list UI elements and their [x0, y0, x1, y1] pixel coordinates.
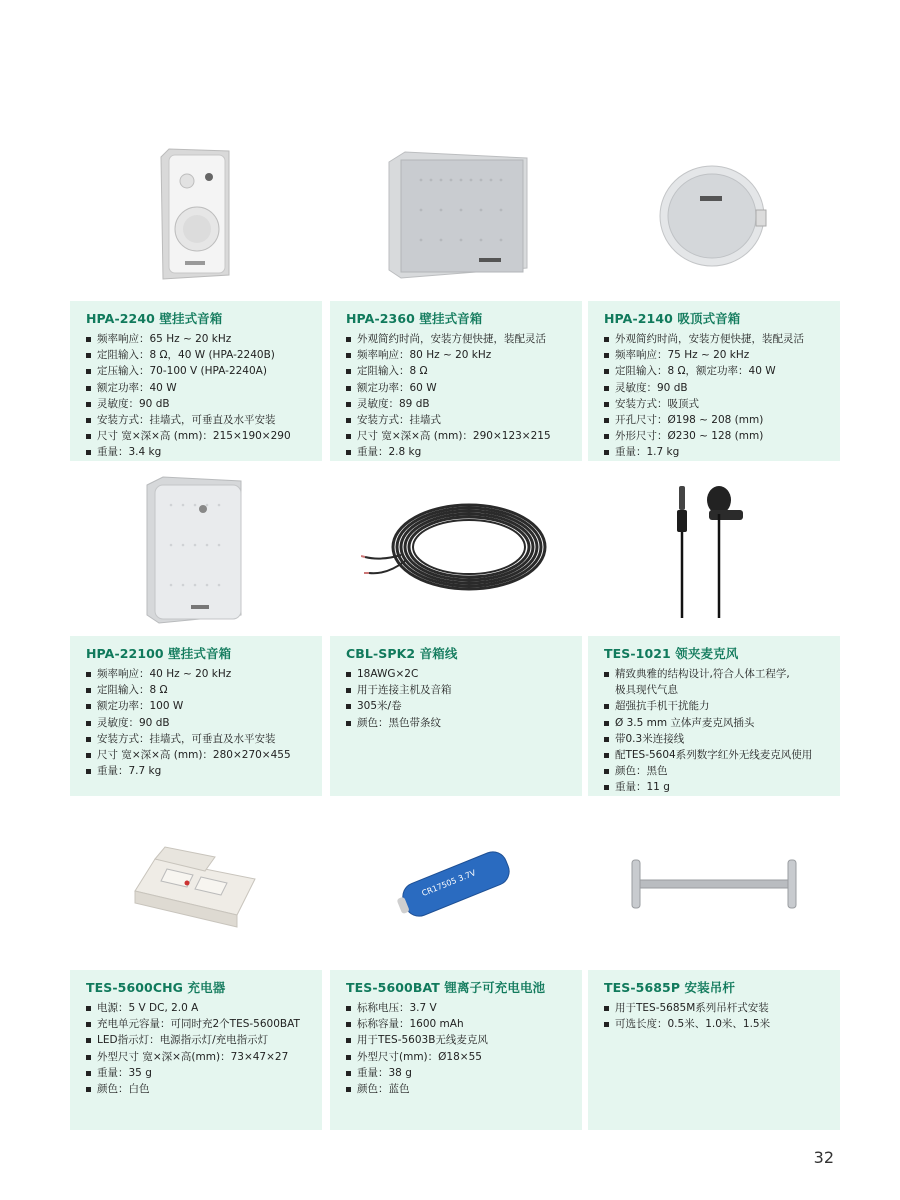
- spec-item: 用于TES-5685M系列吊杆式安装: [604, 1000, 832, 1016]
- spec-list: [346, 331, 574, 461]
- spec-item: 外型尺寸(mm)：Ø18×55: [346, 1049, 574, 1065]
- spec-item: 定阻输入：8 Ω，额定功率：40 W: [604, 363, 832, 379]
- spec-item: 开孔尺寸：Ø198 ~ 208 (mm): [604, 412, 832, 428]
- box-speaker-icon: [381, 150, 531, 280]
- spec-item: 尺寸 宽×深×高 (mm)：290×123×215: [346, 428, 574, 444]
- spec-item: 重量：1.7 kg: [604, 444, 832, 460]
- spec-item: 充电单元容量：可同时充2个TES-5600BAT: [86, 1016, 314, 1032]
- product-title: TES-1021 领夹麦克风: [604, 646, 739, 661]
- spec-item: 重量：35 g: [86, 1065, 314, 1081]
- product-title: TES-5685P 安装吊杆: [604, 980, 735, 995]
- spec-item: 定阻输入：8 Ω: [346, 363, 574, 379]
- spec-item: 重量：2.8 kg: [346, 444, 574, 460]
- spec-item: 用于连接主机及音箱: [346, 682, 574, 698]
- spec-item: 频率响应：65 Hz ~ 20 kHz: [86, 331, 314, 347]
- spec-item: 外型尺寸 宽×深×高(mm)：73×47×27: [86, 1049, 314, 1065]
- product-photo: [330, 470, 582, 630]
- spec-item: 定压输入：70-100 V (HPA-2240A): [86, 363, 314, 379]
- product-title: HPA-2140 吸顶式音箱: [604, 311, 741, 326]
- spec-item: 外观简约时尚，安装方便快捷，装配灵活: [604, 331, 832, 347]
- spec-list: [346, 1000, 574, 1097]
- spec-list: [346, 666, 574, 731]
- spec-item: LED指示灯：电源指示灯/充电指示灯: [86, 1032, 314, 1048]
- wall-speaker-icon: [151, 145, 241, 285]
- spec-item: 重量：38 g: [346, 1065, 574, 1081]
- spec-item: 频率响应：40 Hz ~ 20 kHz: [86, 666, 314, 682]
- spec-item: 超强抗手机干扰能力: [604, 698, 832, 714]
- spec-item: 安装方式：挂墙式，可垂直及水平安装: [86, 731, 314, 747]
- spec-panel: [330, 636, 582, 796]
- spec-item: 频率响应：80 Hz ~ 20 kHz: [346, 347, 574, 363]
- spec-item: 重量：11 g: [604, 779, 832, 795]
- spec-list: [86, 331, 314, 461]
- spec-item: 灵敏度：90 dB: [604, 380, 832, 396]
- large-wall-speaker-icon: [141, 475, 251, 625]
- product-title: CBL-SPK2 音箱线: [346, 646, 458, 661]
- mounting-rod-icon: [624, 854, 804, 914]
- spec-item: 精致典雅的结构设计,符合人体工程学,: [604, 666, 832, 682]
- product-title: HPA-2240 壁挂式音箱: [86, 311, 223, 326]
- product-photo: [588, 135, 840, 295]
- product-photo: [330, 804, 582, 964]
- ceiling-speaker-icon: [654, 160, 774, 270]
- spec-panel: [330, 970, 582, 1130]
- page-number: 32: [813, 1148, 834, 1167]
- spec-item: 用于TES-5603B无线麦克风: [346, 1032, 574, 1048]
- product-photo: [588, 804, 840, 964]
- spec-item: 额定功率：60 W: [346, 380, 574, 396]
- spec-item: 重量：7.7 kg: [86, 763, 314, 779]
- battery-icon: [391, 839, 521, 929]
- spec-item: 额定功率：100 W: [86, 698, 314, 714]
- spec-panel: [588, 301, 840, 461]
- spec-item: 颜色：黑色带条纹: [346, 715, 574, 731]
- battery-label: CR17505 3.7V: [420, 868, 478, 899]
- spec-item: 颜色：白色: [86, 1081, 314, 1097]
- spec-item: 带0.3米连接线: [604, 731, 832, 747]
- spec-item: 灵敏度：90 dB: [86, 396, 314, 412]
- spec-panel: [70, 636, 322, 796]
- spec-item: 配TES-5604系列数字红外无线麦克风使用: [604, 747, 832, 763]
- product-photo: [70, 804, 322, 964]
- product-photo: [588, 470, 840, 630]
- product-title: TES-5600CHG 充电器: [86, 980, 226, 995]
- spec-item: Ø 3.5 mm 立体声麦克风插头: [604, 715, 832, 731]
- spec-item: 频率响应：75 Hz ~ 20 kHz: [604, 347, 832, 363]
- spec-item-continuation: 极具现代气息: [615, 684, 678, 697]
- spec-item: 电源：5 V DC, 2.0 A: [86, 1000, 314, 1016]
- spec-panel: [70, 301, 322, 461]
- spec-item: 安装方式：挂墙式，可垂直及水平安装: [86, 412, 314, 428]
- spec-panel: [330, 301, 582, 461]
- spec-list: [86, 666, 314, 779]
- product-photo: [70, 135, 322, 295]
- spec-item: 颜色：黑色: [604, 763, 832, 779]
- product-title: TES-5600BAT 锂离子可充电电池: [346, 980, 546, 995]
- spec-item: 外观简约时尚，安装方便快捷，装配灵活: [346, 331, 574, 347]
- spec-list: [86, 1000, 314, 1097]
- spec-item: 标称容量：1600 mAh: [346, 1016, 574, 1032]
- cable-coil-icon: [361, 495, 551, 605]
- spec-item: 18AWG×2C: [346, 666, 574, 682]
- spec-item: 安装方式：挂墙式: [346, 412, 574, 428]
- spec-item: 尺寸 宽×深×高 (mm)：280×270×455: [86, 747, 314, 763]
- spec-item: 定阻输入：8 Ω: [86, 682, 314, 698]
- spec-item: 灵敏度：90 dB: [86, 715, 314, 731]
- lavalier-microphone-icon: [659, 480, 769, 620]
- product-title: HPA-2360 壁挂式音箱: [346, 311, 483, 326]
- spec-panel: [70, 970, 322, 1130]
- spec-item: 灵敏度：89 dB: [346, 396, 574, 412]
- spec-item: 标称电压：3.7 V: [346, 1000, 574, 1016]
- spec-item: 安装方式：吸顶式: [604, 396, 832, 412]
- spec-item: 外形尺寸：Ø230 ~ 128 (mm): [604, 428, 832, 444]
- spec-panel: [588, 636, 840, 796]
- spec-list: [604, 331, 832, 461]
- charger-icon: [131, 839, 261, 929]
- product-photo: [70, 470, 322, 630]
- spec-item: 重量：3.4 kg: [86, 444, 314, 460]
- product-photo: [330, 135, 582, 295]
- spec-item: 颜色：蓝色: [346, 1081, 574, 1097]
- spec-list: [604, 1000, 832, 1032]
- spec-panel: [588, 970, 840, 1130]
- spec-list: [604, 666, 832, 796]
- spec-item: 定阻输入：8 Ω，40 W (HPA-2240B): [86, 347, 314, 363]
- spec-item: 额定功率：40 W: [86, 380, 314, 396]
- product-title: HPA-22100 壁挂式音箱: [86, 646, 232, 661]
- spec-item: 可选长度：0.5米、1.0米、1.5米: [604, 1016, 832, 1032]
- spec-item: 尺寸 宽×深×高 (mm)：215×190×290: [86, 428, 314, 444]
- spec-item: 305米/卷: [346, 698, 574, 714]
